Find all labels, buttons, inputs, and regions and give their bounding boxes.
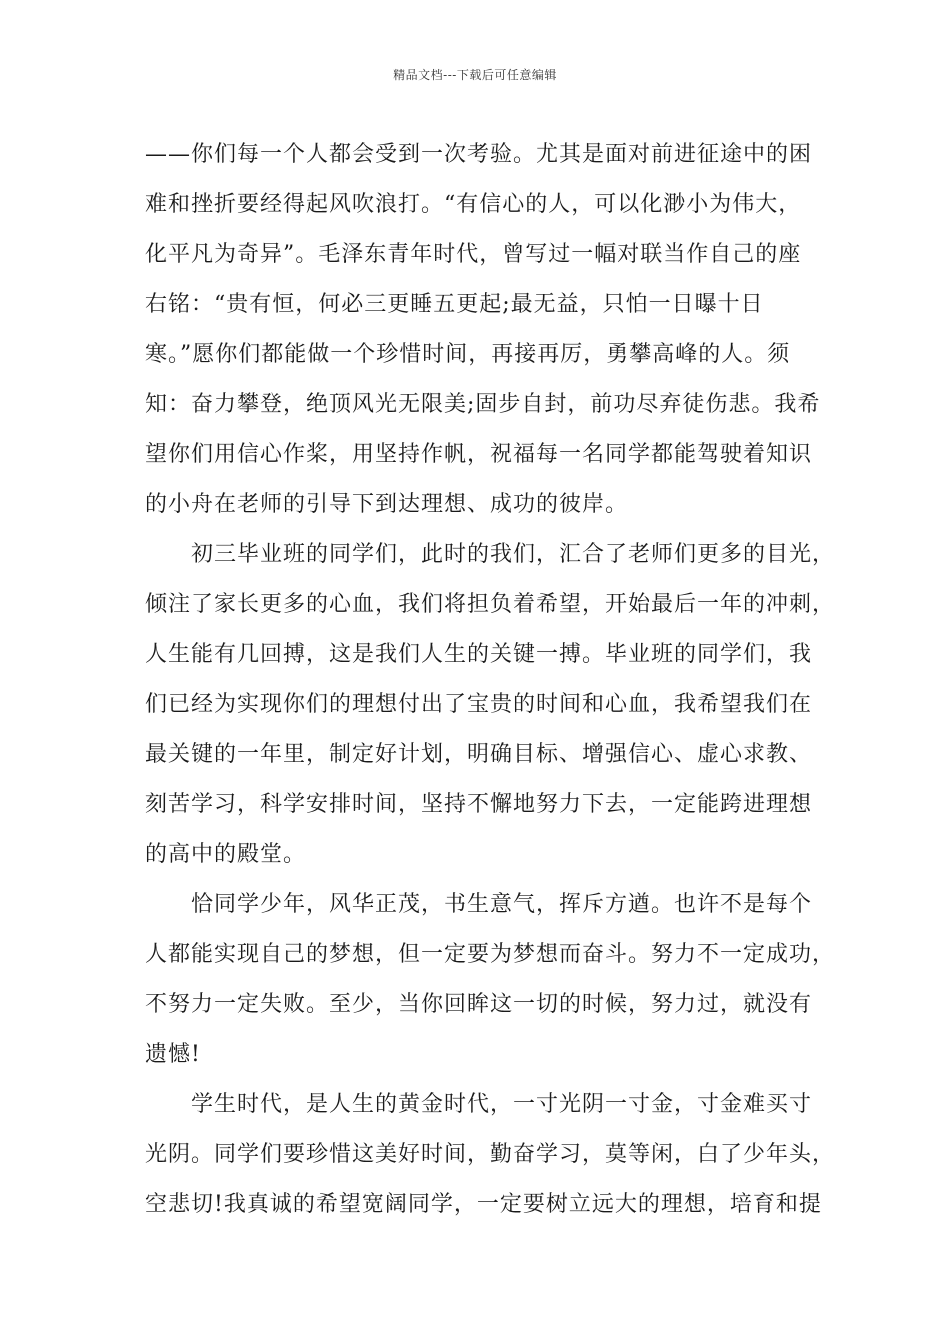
text-line: 不努力一定失败。至少，当你回眸这一切的时候，努力过，就没有 bbox=[145, 992, 813, 1017]
text-line: 刻苦学习，科学安排时间，坚持不懈地努力下去，一定能跨进理想 bbox=[145, 792, 813, 817]
page-header: 精品文档---下载后可任意编辑 bbox=[393, 68, 557, 82]
text-line: ——你们每一个人都会受到一次考验。尤其是面对前进征途中的困 bbox=[145, 142, 813, 167]
text-line: 望你们用信心作桨，用坚持作帆，祝福每一名同学都能驾驶着知识 bbox=[145, 442, 813, 467]
text-line: 右铭：“贵有恒，何必三更睡五更起;最无益，只怕一日曝十日 bbox=[145, 292, 764, 317]
text-line: 人生能有几回搏，这是我们人生的关键一搏。毕业班的同学们，我 bbox=[145, 642, 813, 667]
document-body bbox=[145, 130, 836, 1230]
paragraph-first-line: 学生时代，是人生的黄金时代，一寸光阴一寸金，寸金难买寸 bbox=[191, 1092, 813, 1117]
text-line: 空悲切!我真诚的希望宽阔同学，一定要树立远大的理想，培育和提 bbox=[145, 1192, 822, 1217]
text-line: 人都能实现自己的梦想，但一定要为梦想而奋斗。努力不一定成功， bbox=[145, 942, 836, 967]
text-line: 难和挫折要经得起风吹浪打。“有信心的人，可以化渺小为伟大， bbox=[145, 192, 802, 217]
text-line: 的高中的殿堂。 bbox=[145, 842, 307, 867]
text-line: 的小舟在老师的引导下到达理想、成功的彼岸。 bbox=[145, 492, 629, 517]
paragraph-first-line: 初三毕业班的同学们，此时的我们，汇合了老师们更多的目光， bbox=[191, 542, 836, 567]
text-line: 倾注了家长更多的心血，我们将担负着希望，开始最后一年的冲刺， bbox=[145, 592, 836, 617]
text-line: 化平凡为奇异”。毛泽东青年时代，曾写过一幅对联当作自己的座 bbox=[145, 242, 802, 267]
text-line: 寒。”愿你们都能做一个珍惜时间，再接再厉，勇攀高峰的人。须 bbox=[145, 342, 791, 367]
text-line: 光阴。同学们要珍惜这美好时间，勤奋学习，莫等闲，白了少年头， bbox=[145, 1142, 836, 1167]
text-line: 最关键的一年里，制定好计划，明确目标、增强信心、虚心求教、 bbox=[145, 742, 813, 767]
text-line: 遗憾! bbox=[145, 1042, 201, 1067]
text-line: 们已经为实现你们的理想付出了宝贵的时间和心血，我希望我们在 bbox=[145, 692, 813, 717]
paragraph-first-line: 恰同学少年，风华正茂，书生意气，挥斥方遒。也许不是每个 bbox=[191, 892, 813, 917]
text-line: 知：奋力攀登，绝顶风光无限美;固步自封，前功尽弃徒伤悲。我希 bbox=[145, 392, 821, 417]
